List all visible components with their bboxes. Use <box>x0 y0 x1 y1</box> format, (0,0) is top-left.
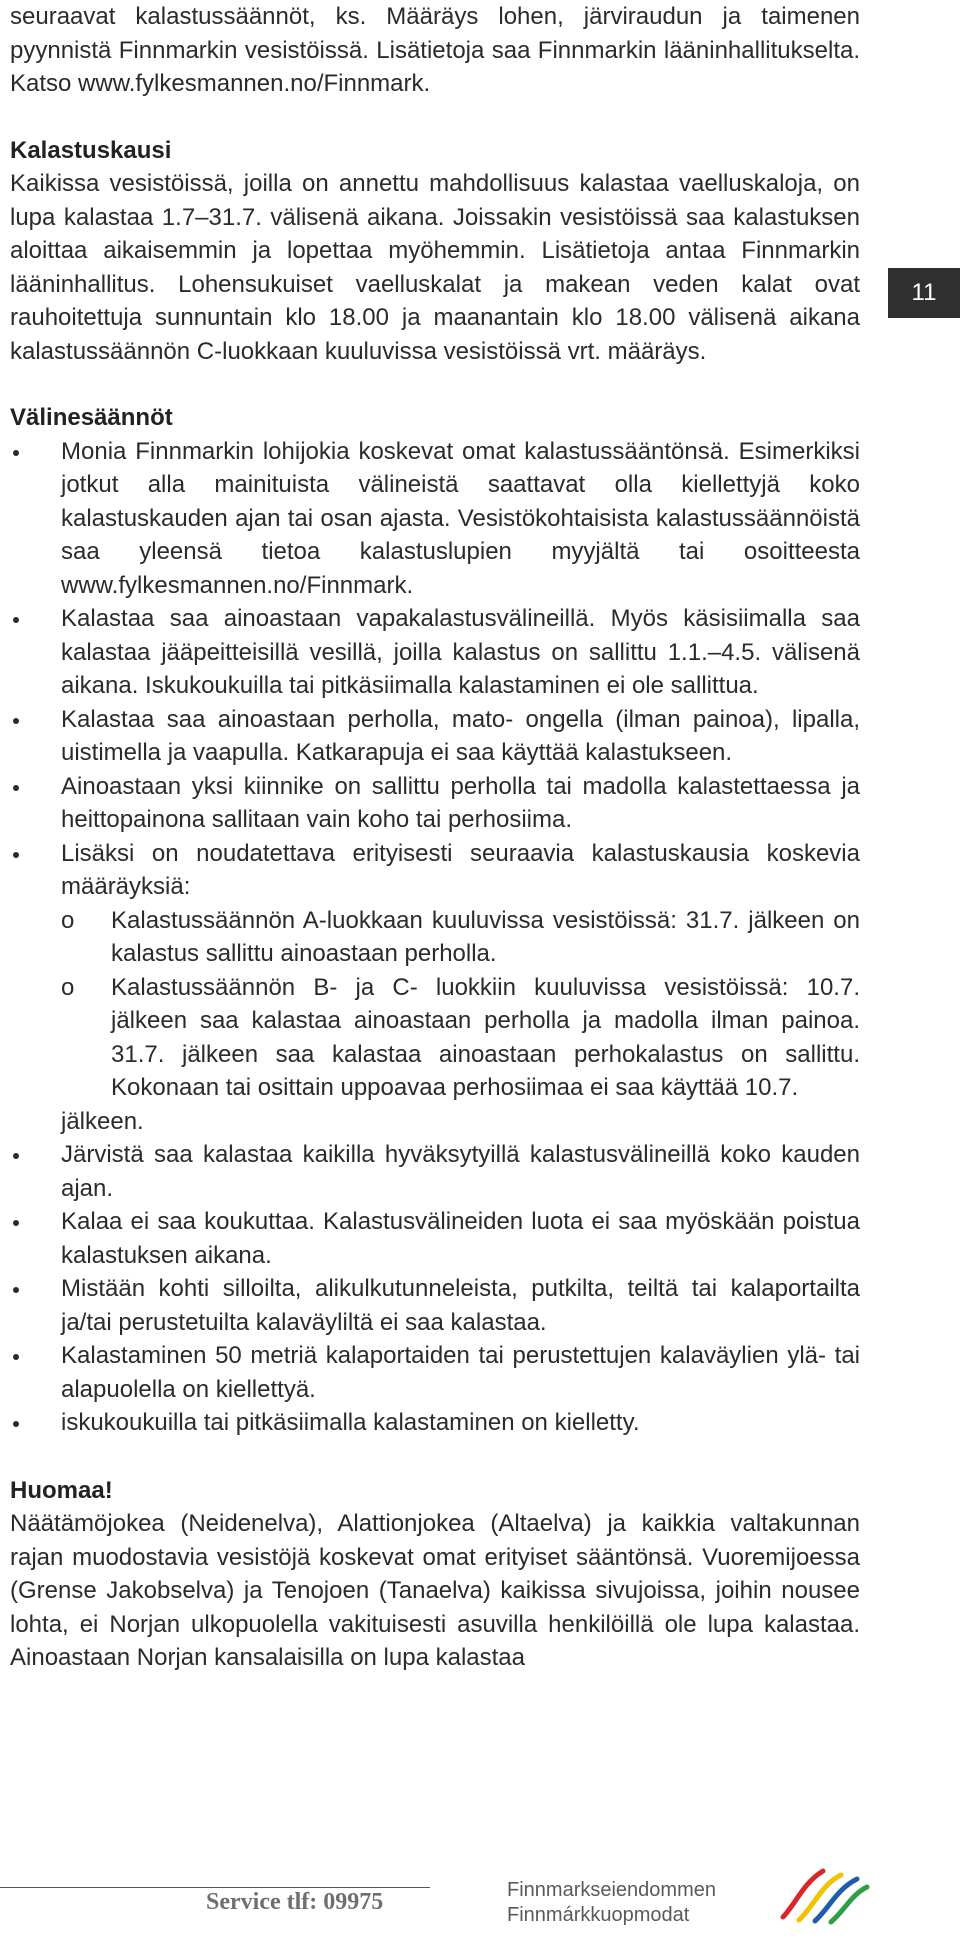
list-item-special-rules <box>10 837 860 1139</box>
list-item: iskukoukuilla tai pitkäsiimalla kalastaminen on kielletty. <box>10 1406 860 1440</box>
organization-logo-icon <box>775 1865 870 1925</box>
organization-name-line-1: Finnmarkseiendommen <box>507 1879 716 1901</box>
bullet-icon <box>13 1354 19 1360</box>
note-heading: Huomaa! <box>10 1476 113 1504</box>
bullet-icon <box>13 785 19 791</box>
sub-list-item: o Kalastussäännön B- ja C- luokkiin kuuluvissa vesistöissä: 10.7. jälkeen saa kalastaa ainoastaan perholla ja madolla ilman painoa. 31.7. jälkeen saa kalastaa ainoastaan perhokalastus on sallittu. Kokonaan tai osittain uppoavaa perhosiimaa ei saa käyttää 10.7. <box>61 973 860 1101</box>
special-intro: Lisäksi on noudatettava erityisesti seuraavia kalastuskausia koskevia määräyksiä: <box>61 839 860 900</box>
list-item: Kalastaa saa ainoastaan perholla, mato- ongella (ilman painoa), lipalla, uistimella ja vaapulla. Katkarapuja ei saa käyttää kalastukseen. <box>10 703 860 770</box>
sub-list-item: o Kalastussäännön A-luokkaan kuuluvissa vesistöissä: 31.7. jälkeen on kalastus sallittu ainoastaan perholla. <box>61 906 860 967</box>
bullet-icon <box>13 1220 19 1226</box>
list-item: Järvistä saa kalastaa kaikilla hyväksytyillä kalastusvälineillä koko kauden ajan. <box>10 1138 860 1205</box>
page-number-badge: 11 <box>888 268 960 318</box>
list-item: Monia Finnmarkin lohijokia koskevat omat kalastussääntönsä. Esimerkiksi jotkut alla mainituista välineistä saattavat olla kiellettyjä koko kalastuskauden ajan tai osan ajasta. Vesistökohtaisista kalastussäännöistä saa yleensä tietoa kalastuslupien myyjältä tai osoitteesta www.fylkesmannen.no/Finnmark. <box>10 435 860 603</box>
season-heading: Kalastuskausi <box>10 136 172 164</box>
list-item: Kalastaa saa ainoastaan vapakalastusvälineillä. Myös käsisiimalla saa kalastaa jääpeitteisillä vesillä, joilla kalastus on sallittu 1.1.–4.5. välisenä aikana. Iskukoukuilla tai pitkäsiimalla kalastaminen ei ole sallittua. <box>10 602 860 703</box>
list-item: Kalaa ei saa koukuttaa. Kalastusvälineiden luota ei saa myöskään poistua kalastuksen aikana. <box>10 1205 860 1272</box>
organization-name <box>507 1878 716 1928</box>
bullet-icon <box>13 718 19 724</box>
intro-paragraph: seuraavat kalastussäännöt, ks. Määräys lohen, järviraudun ja taimenen pyynnistä Finnmarkin vesistöissä. Lisätietoja saa Finnmarkin lääninhallitukselta. Katso www.fylkesmannen.no/Finnmark. <box>10 3 860 97</box>
service-phone: Service tlf: 09975 <box>206 1889 384 1915</box>
list-item: Kalastaminen 50 metriä kalaportaiden tai perustettujen kalaväylien ylä- tai alapuolella on kiellettyä. <box>10 1339 860 1406</box>
bullet-icon <box>13 450 19 456</box>
bullet-icon <box>13 617 19 623</box>
bullet-icon <box>13 1153 19 1159</box>
gear-rules-list <box>10 435 860 1440</box>
season-paragraph: Kaikissa vesistöissä, joilla on annettu mahdollisuus kalastaa vaelluskaloja, on lupa kalastaa 1.7–31.7. välisenä aikana. Joissakin vesistöissä saa kalastuksen aloittaa aikaisemmin ja lopettaa myöhemmin. Lisätietoja antaa Finnmarkin lääninhallitus. Lohensukuiset vaelluskalat ja makean veden kalat ovat rauhoitettuja sunnuntain klo 18.00 ja maanantain klo 18.00 välisenä aikana kalastussäännön C-luokkaan kuuluvissa vesistöissä vrt. määräys. <box>10 170 860 365</box>
bullet-icon <box>13 1287 19 1293</box>
list-item: Mistään kohti silloilta, alikulkutunneleista, putkilta, teiltä tai kalaportailta ja/tai perustetuilta kalaväyliltä ei saa kalastaa. <box>10 1272 860 1339</box>
list-item: Ainoastaan yksi kiinnike on sallittu perholla tai madolla kalastettaessa ja heittopainona sallitaan vain koho tai perhosiima. <box>10 770 860 837</box>
special-tail: jälkeen. <box>61 1107 144 1135</box>
gear-heading: Välinesäännöt <box>10 404 173 431</box>
organization-name-line-2: Finnmárkkuopmodat <box>507 1904 690 1926</box>
note-paragraph: Näätämöjokea (Neidenelva), Alattionjokea (Altaelva) ja kaikkia valtakunnan rajan muodostavia vesistöjä koskevat omat erityiset sääntönsä. Vuoremijoessa (Grense Jakobselva) ja Tenojoen (Tanaelva) kaikissa sivujoissa, joihin nousee lohta, ei Norjan ulkopuolella vakituisesti asuvilla henkilöillä ole lupa kalastaa. Ainoastaan Norjan kansalaisilla on lupa kalastaa <box>10 1510 860 1671</box>
footer-divider <box>0 1887 430 1888</box>
bullet-icon <box>13 852 19 858</box>
document-page <box>10 0 860 1675</box>
bullet-icon <box>13 1421 19 1427</box>
